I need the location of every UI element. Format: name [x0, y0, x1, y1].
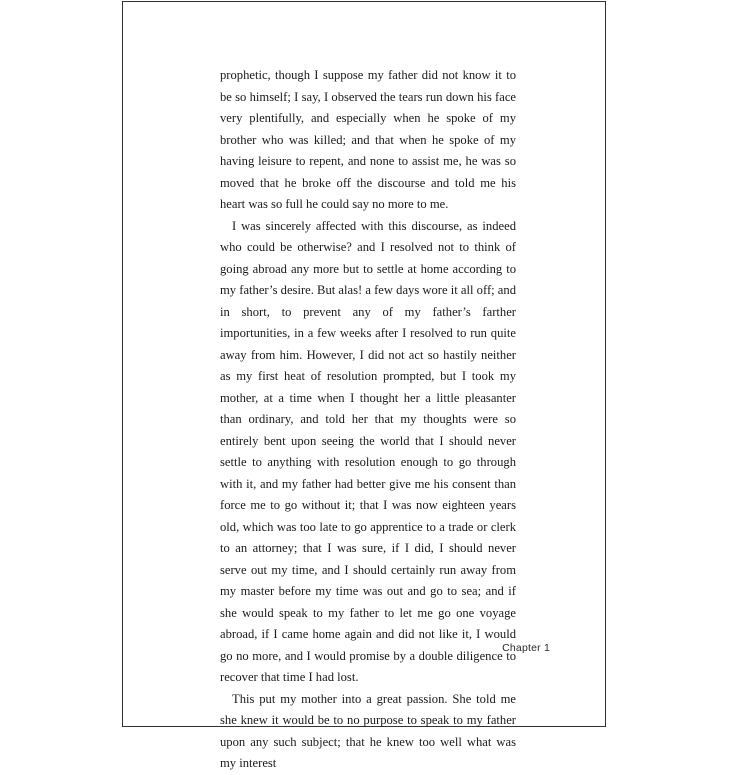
paragraph: I was sincerely affected with this discourse, as indeed who could be otherwise? and I resolved not to think of going abroad any more but to settle at home according to my father’s desire. But alas! a few days wore it all off; and in short, to prevent any of my father’s farther importunities, in a few weeks after I resolved to run quite away from him. However, I did not act so hastily neither as my first heat of resolution prompted, but I took my mother, at a time when I thought her a little pleasanter than ordinary, and told her that my thoughts were so entirely bent upon seeing the world that I should never settle to anything with resolution enough to go through with it, and my father had better give me his consent than force me to go without it; that I was now eighteen years old, which was too late to go apprentice to a trade or clerk to an attorney; that I was sure, if I did, I should never serve out my time, and I should certainly run away from my master before my time was out and go to sea; and if she would speak to my father to let me go one voyage abroad, if I came home again and did not like it, I would go no more, and I would promise by a double diligence to recover that time I had lost. [220, 218, 516, 684]
paragraph-continued: prophetic, though I suppose my father did not know it to be so himself; I say, I observed the tears run down his face very plentifully, and especially when he spoke of my brother who was killed; and that when he spoke of my having leisure to repent, and none to assist me, he was so moved that he broke off the discourse and told me his heart was so full he could say no more to me. [220, 68, 516, 211]
running-footer: Chapter 1 [502, 642, 550, 654]
book-page [122, 1, 606, 770]
paragraph: This put my mother into a great passion. She told me she knew it would be to no purpose to speak to my father upon any such subject; that he knew too well what was my interest [220, 691, 516, 770]
body-text [220, 65, 516, 775]
